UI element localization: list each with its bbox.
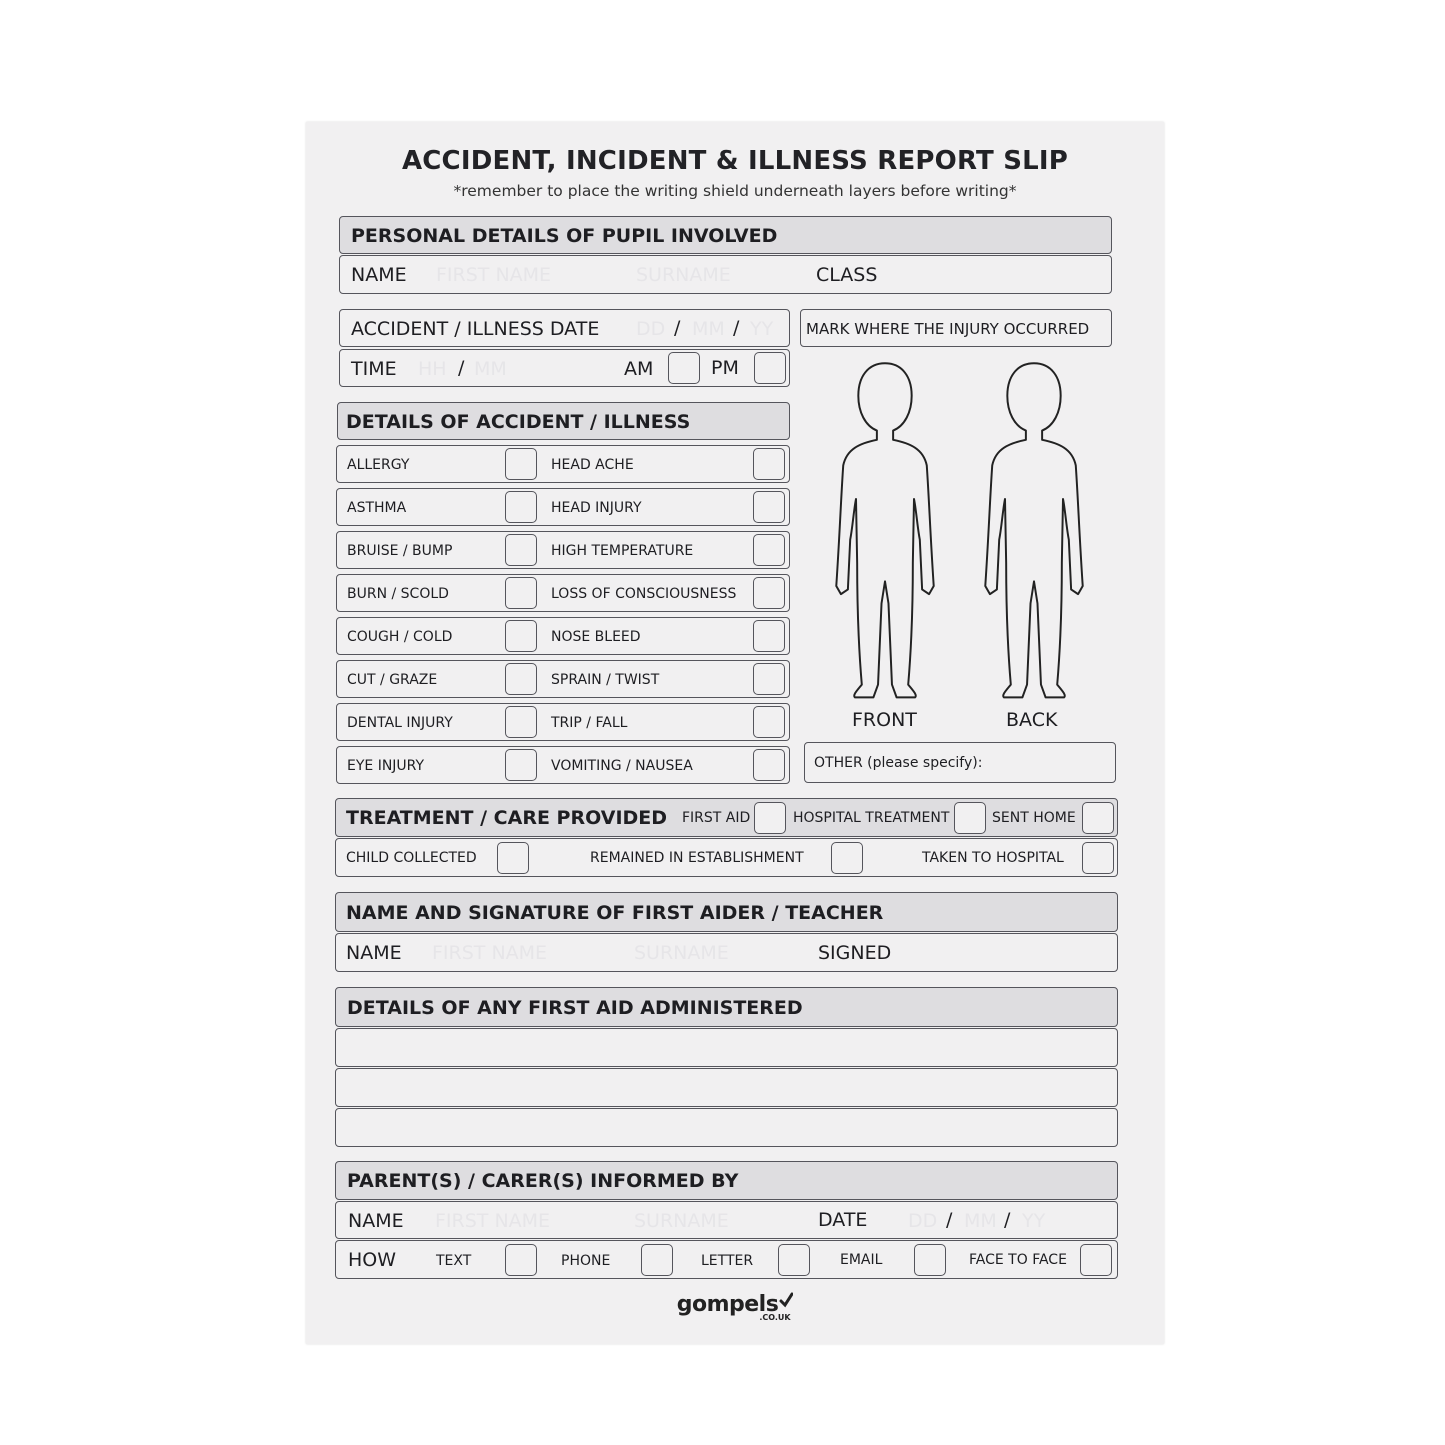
how-label: HOW — [348, 1249, 397, 1271]
details-left-label: BRUISE / BUMP — [347, 543, 453, 559]
hospital-treatment-label: HOSPITAL TREATMENT — [793, 810, 950, 826]
parents-surname-placeholder: SURNAME — [634, 1210, 729, 1232]
body-map-heading: MARK WHERE THE INJURY OCCURRED — [806, 320, 1090, 338]
date-dd-placeholder: DD — [636, 318, 666, 340]
hospital-treatment-checkbox[interactable] — [954, 802, 986, 834]
first-aid-details-heading: DETAILS OF ANY FIRST AID ADMINISTERED — [347, 997, 803, 1019]
details-left-checkbox[interactable] — [505, 620, 537, 652]
time-label: TIME — [351, 358, 397, 380]
email-label: EMAIL — [840, 1252, 883, 1268]
details-left-label: DENTAL INJURY — [347, 715, 453, 731]
first-aid-details-header — [335, 987, 1118, 1027]
treatment-row-2 — [335, 838, 1118, 877]
text-label: TEXT — [436, 1253, 472, 1269]
personal-details-header — [339, 216, 1112, 254]
first-aider-first-name-placeholder: FIRST NAME — [432, 942, 548, 964]
details-right-checkbox[interactable] — [753, 534, 785, 566]
report-slip — [306, 122, 1164, 1344]
details-right-checkbox[interactable] — [753, 749, 785, 781]
form-title: ACCIDENT, INCIDENT & ILLNESS REPORT SLIP — [401, 146, 1069, 176]
letter-checkbox[interactable] — [778, 1244, 810, 1276]
time-hh-placeholder: HH — [418, 358, 447, 380]
phone-checkbox[interactable] — [641, 1244, 673, 1276]
body-front-outline-icon[interactable] — [826, 354, 944, 702]
remained-label: REMAINED IN ESTABLISHMENT — [590, 850, 804, 866]
pupil-class-label: CLASS — [816, 264, 878, 286]
details-left-checkbox[interactable] — [505, 577, 537, 609]
details-right-label: NOSE BLEED — [551, 629, 641, 645]
first-aid-details-line-1[interactable] — [335, 1028, 1118, 1067]
pupil-first-name-placeholder: FIRST NAME — [436, 264, 552, 286]
details-row — [336, 660, 790, 698]
date-mm-placeholder: MM — [692, 318, 725, 340]
parents-date-slash-2: / — [1004, 1209, 1011, 1231]
sent-home-checkbox[interactable] — [1082, 802, 1114, 834]
parents-how-row — [335, 1240, 1118, 1279]
details-left-checkbox[interactable] — [505, 749, 537, 781]
first-aid-checkbox[interactable] — [754, 802, 786, 834]
email-checkbox[interactable] — [914, 1244, 946, 1276]
pm-label: PM — [711, 357, 739, 379]
first-aid-label: FIRST AID — [682, 810, 751, 826]
taken-to-hospital-checkbox[interactable] — [1082, 842, 1114, 874]
details-left-checkbox[interactable] — [505, 663, 537, 695]
details-row — [336, 703, 790, 741]
details-left-label: EYE INJURY — [347, 758, 425, 774]
pupil-surname-placeholder: SURNAME — [636, 264, 731, 286]
parents-date-label: DATE — [818, 1209, 868, 1231]
parents-mm-placeholder: MM — [964, 1210, 997, 1232]
personal-details-heading: PERSONAL DETAILS OF PUPIL INVOLVED — [351, 225, 778, 247]
details-left-label: COUGH / COLD — [347, 629, 453, 645]
letter-label: LETTER — [701, 1253, 754, 1269]
details-left-label: BURN / SCOLD — [347, 586, 449, 602]
details-right-label: HEAD ACHE — [551, 457, 634, 473]
details-header — [337, 402, 790, 440]
parents-dd-placeholder: DD — [908, 1210, 938, 1232]
details-left-label: ALLERGY — [347, 457, 410, 473]
body-back-outline-icon[interactable] — [975, 354, 1093, 702]
details-row — [336, 531, 790, 569]
parents-name-row[interactable] — [335, 1201, 1118, 1239]
face-to-face-label: FACE TO FACE — [969, 1252, 1067, 1268]
accident-date-label: ACCIDENT / ILLNESS DATE — [351, 318, 600, 340]
phone-label: PHONE — [561, 1253, 611, 1269]
details-left-label: ASTHMA — [347, 500, 407, 516]
first-aider-header — [335, 892, 1118, 932]
details-right-label: VOMITING / NAUSEA — [551, 758, 693, 774]
first-aid-details-line-3[interactable] — [335, 1108, 1118, 1147]
other-specify-label: OTHER (please specify): — [814, 755, 983, 771]
accident-date-row[interactable] — [339, 309, 790, 347]
details-right-checkbox[interactable] — [753, 491, 785, 523]
details-right-checkbox[interactable] — [753, 577, 785, 609]
text-checkbox[interactable] — [505, 1244, 537, 1276]
parents-heading: PARENT(S) / CARER(S) INFORMED BY — [347, 1170, 739, 1192]
form-subtitle: *remember to place the writing shield underneath layers before writing* — [453, 182, 1017, 200]
first-aider-heading: NAME AND SIGNATURE OF FIRST AIDER / TEACHER — [346, 902, 884, 924]
details-right-label: TRIP / FALL — [551, 715, 628, 731]
back-label: BACK — [1006, 709, 1058, 731]
parents-first-name-placeholder: FIRST NAME — [435, 1210, 551, 1232]
time-slash: / — [458, 357, 465, 379]
details-right-label: HIGH TEMPERATURE — [551, 543, 694, 559]
treatment-heading: TREATMENT / CARE PROVIDED — [346, 807, 668, 829]
first-aider-signed-label: SIGNED — [818, 942, 892, 964]
child-collected-checkbox[interactable] — [497, 842, 529, 874]
details-row — [336, 617, 790, 655]
details-right-checkbox[interactable] — [753, 706, 785, 738]
details-row — [336, 445, 790, 483]
parents-yy-placeholder: YY — [1022, 1210, 1046, 1232]
details-right-checkbox[interactable] — [753, 448, 785, 480]
face-to-face-checkbox[interactable] — [1080, 1244, 1112, 1276]
brand-domain: .CO.UK — [759, 1313, 791, 1322]
child-collected-label: CHILD COLLECTED — [346, 850, 477, 866]
details-heading: DETAILS OF ACCIDENT / ILLNESS — [346, 411, 691, 433]
pupil-name-label: NAME — [351, 264, 407, 286]
front-label: FRONT — [852, 709, 917, 731]
pupil-name-row[interactable] — [339, 255, 1112, 294]
details-left-checkbox[interactable] — [505, 534, 537, 566]
details-left-checkbox[interactable] — [505, 491, 537, 523]
details-row — [336, 574, 790, 612]
date-slash-1: / — [674, 317, 681, 339]
first-aid-details-line-2[interactable] — [335, 1068, 1118, 1107]
details-left-label: CUT / GRAZE — [347, 672, 438, 688]
parents-header — [335, 1161, 1118, 1200]
parents-name-label: NAME — [348, 1210, 404, 1232]
time-row[interactable] — [339, 349, 790, 387]
brand-logo — [306, 1292, 1164, 1322]
sent-home-label: SENT HOME — [992, 810, 1076, 826]
details-left-checkbox[interactable] — [505, 706, 537, 738]
time-mm-placeholder: MM — [474, 358, 507, 380]
other-specify-field[interactable] — [804, 742, 1116, 783]
remained-checkbox[interactable] — [831, 842, 863, 874]
am-label: AM — [624, 358, 654, 380]
first-aider-surname-placeholder: SURNAME — [634, 942, 729, 964]
brand-tick-icon — [779, 1292, 793, 1308]
first-aider-name-row[interactable] — [335, 933, 1118, 972]
am-checkbox[interactable] — [668, 352, 700, 384]
details-row — [336, 488, 790, 526]
taken-to-hospital-label: TAKEN TO HOSPITAL — [922, 850, 1064, 866]
details-right-checkbox[interactable] — [753, 663, 785, 695]
details-right-label: HEAD INJURY — [551, 500, 642, 516]
body-map-header — [800, 309, 1112, 347]
details-right-label: LOSS OF CONSCIOUSNESS — [551, 586, 737, 602]
date-yy-placeholder: YY — [750, 318, 774, 340]
pm-checkbox[interactable] — [754, 352, 786, 384]
first-aider-name-label: NAME — [346, 942, 402, 964]
parents-date-slash-1: / — [946, 1209, 953, 1231]
treatment-row-1 — [335, 798, 1118, 837]
brand-name: gompels — [676, 1292, 779, 1317]
details-row — [336, 746, 790, 784]
details-right-checkbox[interactable] — [753, 620, 785, 652]
details-right-label: SPRAIN / TWIST — [551, 672, 660, 688]
date-slash-2: / — [733, 317, 740, 339]
details-left-checkbox[interactable] — [505, 448, 537, 480]
